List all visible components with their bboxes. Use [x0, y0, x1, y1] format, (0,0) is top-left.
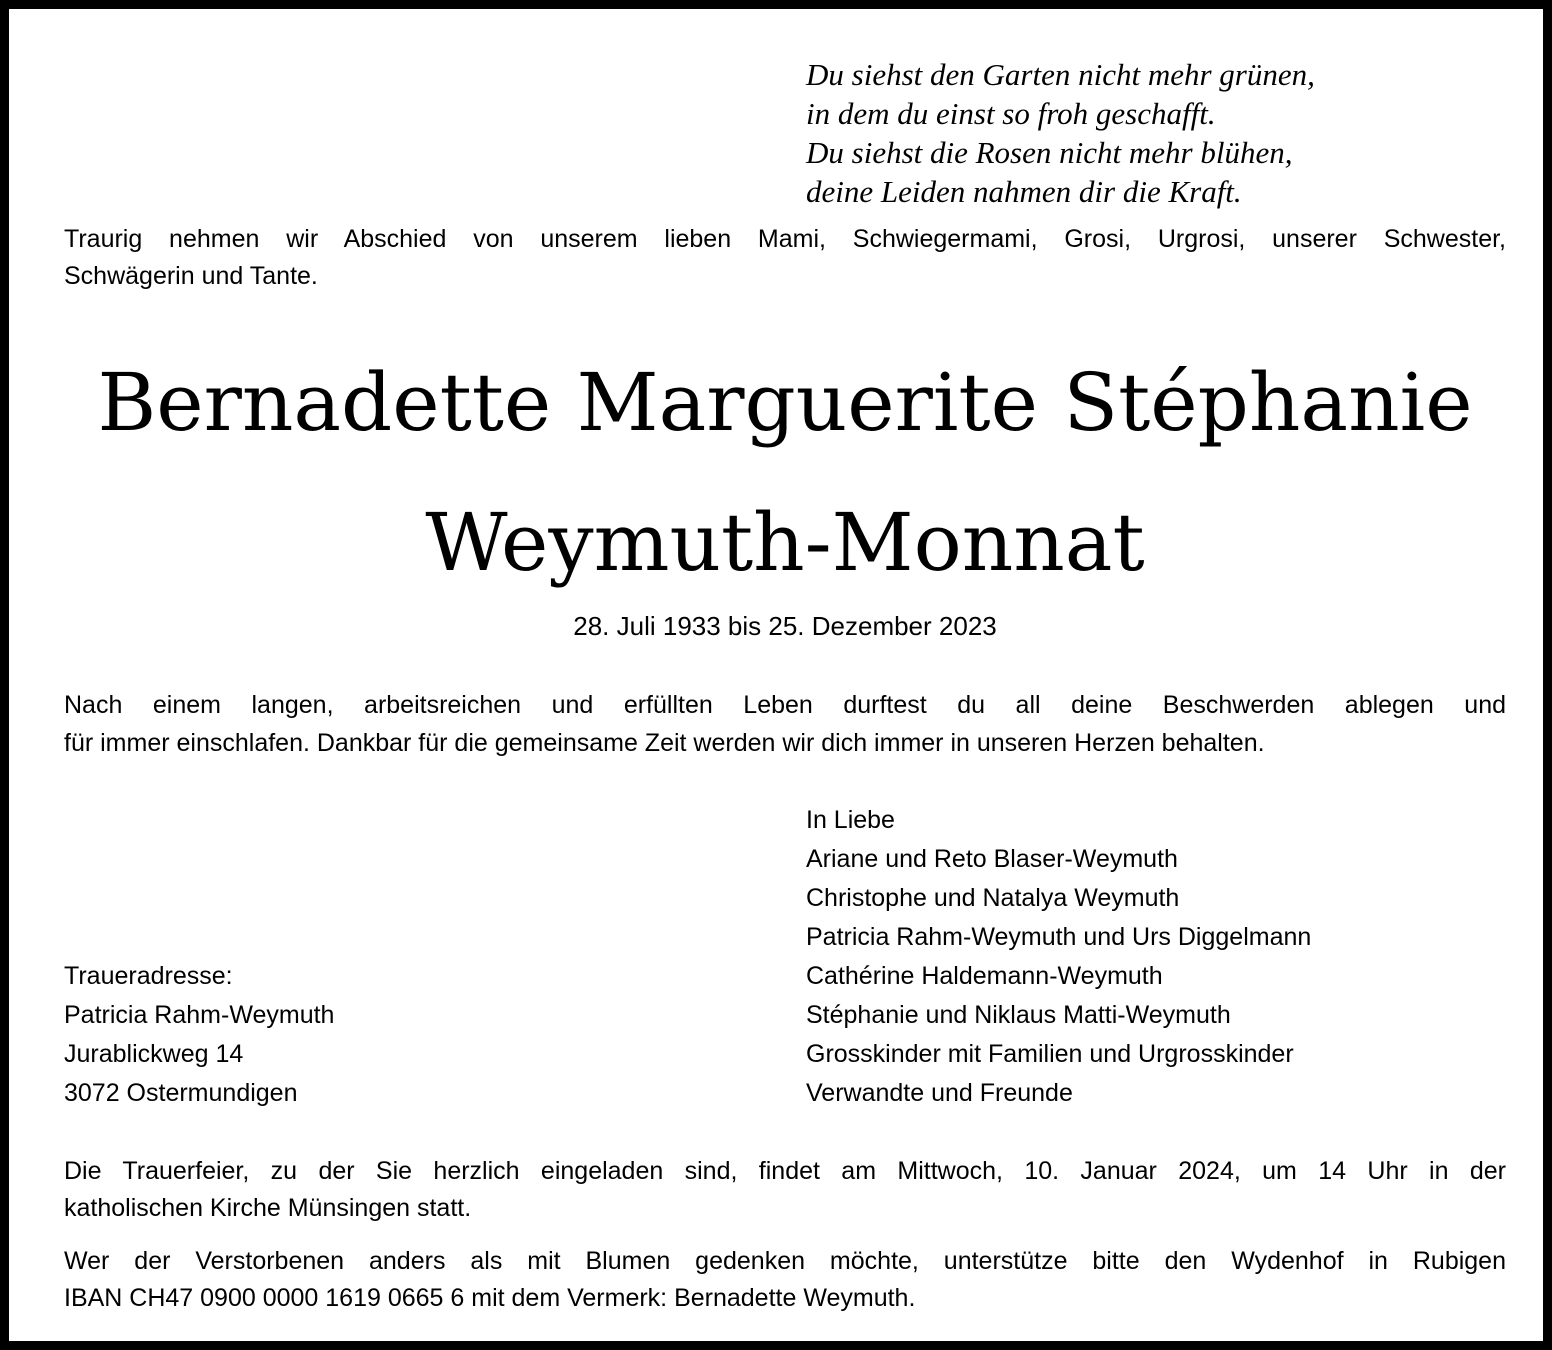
donation-line: Wer der Verstorbenen anders als mit Blumen gedenken möchte, unterstütze bitte den Wydenhof in Rubigen — [64, 1247, 1506, 1275]
signer-line: In Liebe — [806, 806, 895, 834]
signer-line: Patricia Rahm-Weymuth und Urs Diggelmann — [806, 923, 1312, 951]
poem-line: deine Leiden nahmen dir die Kraft. — [806, 174, 1242, 209]
address-line: Jurablickweg 14 — [64, 1040, 244, 1068]
mourning-address — [64, 957, 664, 1113]
signer-line: Christophe und Natalya Weymuth — [806, 884, 1180, 912]
address-line: Traueradresse: — [64, 962, 233, 990]
address-line: 3072 Ostermundigen — [64, 1079, 298, 1107]
poem — [806, 55, 1506, 211]
poem-line: Du siehst die Rosen nicht mehr blühen, — [806, 135, 1293, 170]
ceremony-notice — [64, 1153, 1506, 1227]
signer-line: Stéphanie und Niklaus Matti-Weymuth — [806, 1001, 1231, 1029]
signer-line: Verwandte und Freunde — [806, 1079, 1073, 1107]
signer-line: Cathérine Haldemann-Weymuth — [806, 962, 1163, 990]
body-text — [64, 686, 1506, 762]
intro-line: Schwägerin und Tante. — [64, 262, 318, 290]
ceremony-line: Die Trauerfeier, zu der Sie herzlich eingeladen sind, findet am Mittwoch, 10. Januar 2024, um 14 Uhr in der — [64, 1157, 1506, 1185]
intro-line: Traurig nehmen wir Abschied von unserem lieben Mami, Schwiegermami, Grosi, Urgrosi, unserer Schwester, — [64, 225, 1506, 253]
deceased-name-line-2: Weymuth-Monnat — [425, 496, 1145, 589]
signer-line: Ariane und Reto Blaser-Weymuth — [806, 845, 1178, 873]
body-line: für immer einschlafen. Dankbar für die gemeinsame Zeit werden wir dich immer in unseren Herzen behalten. — [64, 729, 1265, 757]
life-dates: 28. Juli 1933 bis 25. Dezember 2023 — [573, 611, 997, 641]
donation-notice — [64, 1243, 1506, 1317]
signer-line: Grosskinder mit Familien und Urgrosskinder — [806, 1040, 1294, 1068]
ceremony-line: katholischen Kirche Münsingen statt. — [64, 1194, 472, 1222]
body-line: Nach einem langen, arbeitsreichen und erfüllten Leben durftest du all deine Beschwerden ablegen und — [64, 691, 1506, 719]
poem-line: in dem du einst so froh geschafft. — [806, 96, 1216, 131]
address-line: Patricia Rahm-Weymuth — [64, 1001, 335, 1029]
donation-line: IBAN CH47 0900 0000 1619 0665 6 mit dem Vermerk: Bernadette Weymuth. — [64, 1284, 916, 1312]
signers-list — [806, 801, 1506, 1113]
intro-text — [64, 221, 1506, 295]
poem-line: Du siehst den Garten nicht mehr grünen, — [806, 57, 1315, 92]
deceased-name-line-1: Bernadette Marguerite Stéphanie — [97, 356, 1473, 449]
